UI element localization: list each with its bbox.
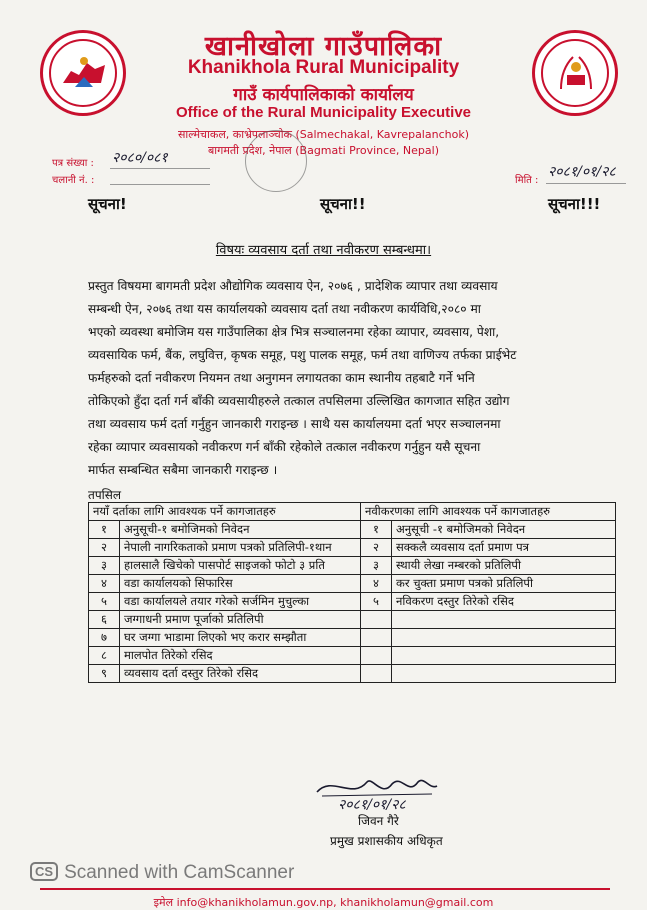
office-title-nepali: गाउँ कार्यपालिकाको कार्यालय — [233, 85, 414, 105]
new-registration-document: वडा कार्यालयले तयार गरेको सर्जमिन मुचुल्का — [120, 593, 361, 611]
office-title-english: Office of the Rural Municipality Executive — [175, 104, 472, 121]
signature-date: २०८१/०१/२८ — [338, 797, 406, 813]
table-row — [89, 521, 616, 539]
new-registration-document: हालसालै खिचेको पासपोर्ट साइजको फोटो ३ प्रति — [120, 557, 361, 575]
row-number-right: १ — [361, 521, 392, 539]
renewal-document: स्थायी लेखा नम्बरको प्रतिलिपी — [392, 557, 616, 575]
watermark-text: Scanned with CamScanner — [64, 862, 295, 883]
row-number-right: ३ — [361, 557, 392, 575]
renewal-document — [392, 647, 616, 665]
table-header-renewal: नवीकरणका लागि आवश्यक पर्ने कागजातहरु — [361, 503, 616, 521]
notice-heading-1: सूचना! — [88, 195, 127, 213]
row-number-left: ८ — [89, 647, 120, 665]
footer-contact: इमेल info@khanikholamun.gov.np, khanikholamun@gmail.com — [153, 896, 494, 909]
office-stamp — [245, 130, 307, 192]
renewal-document — [392, 611, 616, 629]
signatory-title: प्रमुख प्रशासकीय अधिकृत — [330, 834, 443, 848]
row-number-right — [361, 665, 392, 683]
footer-divider — [40, 888, 610, 890]
table-header-new-registration: नयाँ दर्ताका लागि आवश्यक पर्ने कागजातहरु — [89, 503, 361, 521]
new-registration-document: नेपाली नागरिकताको प्रमाण पत्रको प्रतिलिपी-१थान — [120, 539, 361, 557]
row-number-left: ३ — [89, 557, 120, 575]
date-label: मिति : — [515, 175, 539, 186]
row-number-right — [361, 629, 392, 647]
table-row — [89, 593, 616, 611]
row-number-right: ५ — [361, 593, 392, 611]
table-row — [89, 629, 616, 647]
row-number-right: २ — [361, 539, 392, 557]
letter-number-underline — [110, 168, 210, 169]
address-line-1: साल्मेचाकल, काभ्रेपलाञ्चोक (Salmechakal, Kavrepalanchok) — [178, 128, 469, 141]
row-number-left: ५ — [89, 593, 120, 611]
documents-table — [88, 502, 616, 683]
dispatch-number-label: चलानी नं. : — [52, 175, 95, 186]
dispatch-number-underline — [110, 184, 210, 185]
renewal-document: नविकरण दस्तुर तिरेको रसिद — [392, 593, 616, 611]
new-registration-document: जग्गाधनी प्रमाण पूर्जाको प्रतिलिपी — [120, 611, 361, 629]
letter-number-value: २०८०/०८१ — [112, 150, 168, 166]
row-number-right: ४ — [361, 575, 392, 593]
body-line-9: मार्फत सम्बन्धित सबैमा जानकारी गराइन्छ । — [88, 463, 278, 477]
body-line-4: व्यवसायिक फर्म, बैंक, लघुवित्त, कृषक समूह, पशु पालक समूह, फर्म तथा वाणिज्य तर्फका प्राईभेट — [88, 348, 517, 362]
new-registration-document: अनुसूची-१ बमोजिमको निवेदन — [120, 521, 361, 539]
new-registration-document: वडा कार्यालयको सिफारिस — [120, 575, 361, 593]
renewal-document — [392, 665, 616, 683]
body-line-7: तथा व्यवसाय फर्म दर्ता गर्नुहुन जानकारी गराइन्छ । साथै यस कार्यालयमा दर्ता भएर सञ्चालनमा — [88, 417, 501, 431]
notice-heading-3: सूचना!!! — [548, 195, 601, 213]
new-registration-document: घर जग्गा भाडामा लिएको भए करार सम्झौता — [120, 629, 361, 647]
row-number-right — [361, 647, 392, 665]
body-line-2: सम्बन्धी ऐन, २०७६ तथा यस कार्यालयको व्यवसाय दर्ता तथा नवीकरण कार्यविधि,२०८० मा — [88, 302, 481, 316]
address-line-2: बागमती प्रदेश, नेपाल (Bagmati Province, Nepal) — [208, 144, 439, 157]
table-row — [89, 665, 616, 683]
date-underline — [546, 183, 626, 184]
table-row — [89, 575, 616, 593]
row-number-left: ४ — [89, 575, 120, 593]
row-number-left: ६ — [89, 611, 120, 629]
row-number-left: १ — [89, 521, 120, 539]
row-number-left: ९ — [89, 665, 120, 683]
row-number-left: २ — [89, 539, 120, 557]
table-row — [89, 557, 616, 575]
notice-heading-2: सूचना!! — [320, 195, 366, 213]
schedule-label: तपसिल — [88, 488, 122, 502]
row-number-left: ७ — [89, 629, 120, 647]
new-registration-document: मालपोत तिरेको रसिद — [120, 647, 361, 665]
renewal-document — [392, 629, 616, 647]
body-line-8: रहेका व्यापार व्यवसायको नवीकरण गर्न बाँकी रहेकोले तत्काल नवीकरण गर्नुहुन यसै सूचना — [88, 440, 481, 454]
renewal-document: कर चुक्ता प्रमाण पत्रको प्रतिलिपी — [392, 575, 616, 593]
camscanner-watermark — [30, 862, 294, 884]
renewal-document: अनुसूची -१ बमोजिमको निवेदन — [392, 521, 616, 539]
municipality-title-nepali: खानीखोला गाउँपालिका — [204, 31, 443, 62]
table-header-row — [89, 503, 616, 521]
row-number-right — [361, 611, 392, 629]
body-line-1: प्रस्तुत विषयमा बागमती प्रदेश औद्योगिक व्यवसाय ऐन, २०७६ , प्रादेशिक व्यापार तथा व्यवसाय — [88, 279, 498, 293]
new-registration-document: व्यवसाय दर्ता दस्तुर तिरेको रसिद — [120, 665, 361, 683]
body-line-3: भएको व्यवस्था बमोजिम यस गाउँपालिका क्षेत्र भित्र सञ्चालनमा रहेका व्यापार, व्यवसाय, पेशा, — [88, 325, 500, 339]
table-row — [89, 539, 616, 557]
camscanner-logo-icon: CS — [30, 862, 58, 881]
municipality-title-english: Khanikhola Rural Municipality — [187, 57, 460, 78]
table-row — [89, 647, 616, 665]
body-line-5: फर्महरुको दर्ता नवीकरण नियमन तथा अनुगमन लगायतका काम स्थानीय तहबाटै गर्ने भनि — [88, 371, 475, 385]
table-row — [89, 611, 616, 629]
body-line-6: तोकिएको हुँदा दर्ता गर्न बाँकी व्यवसायीहरुले तत्काल तपसिलमा उल्लिखित कागजात सहित उद्योग — [88, 394, 510, 408]
subject-line: विषयः व्यवसाय दर्ता तथा नवीकरण सम्बन्धमा। — [215, 243, 432, 258]
date-value: २०८१/०१/२८ — [548, 164, 616, 180]
renewal-document: सक्कलै व्यवसाय दर्ता प्रमाण पत्र — [392, 539, 616, 557]
signatory-name: जिवन गैरे — [358, 814, 399, 828]
letter-number-label: पत्र संख्या : — [52, 158, 94, 169]
